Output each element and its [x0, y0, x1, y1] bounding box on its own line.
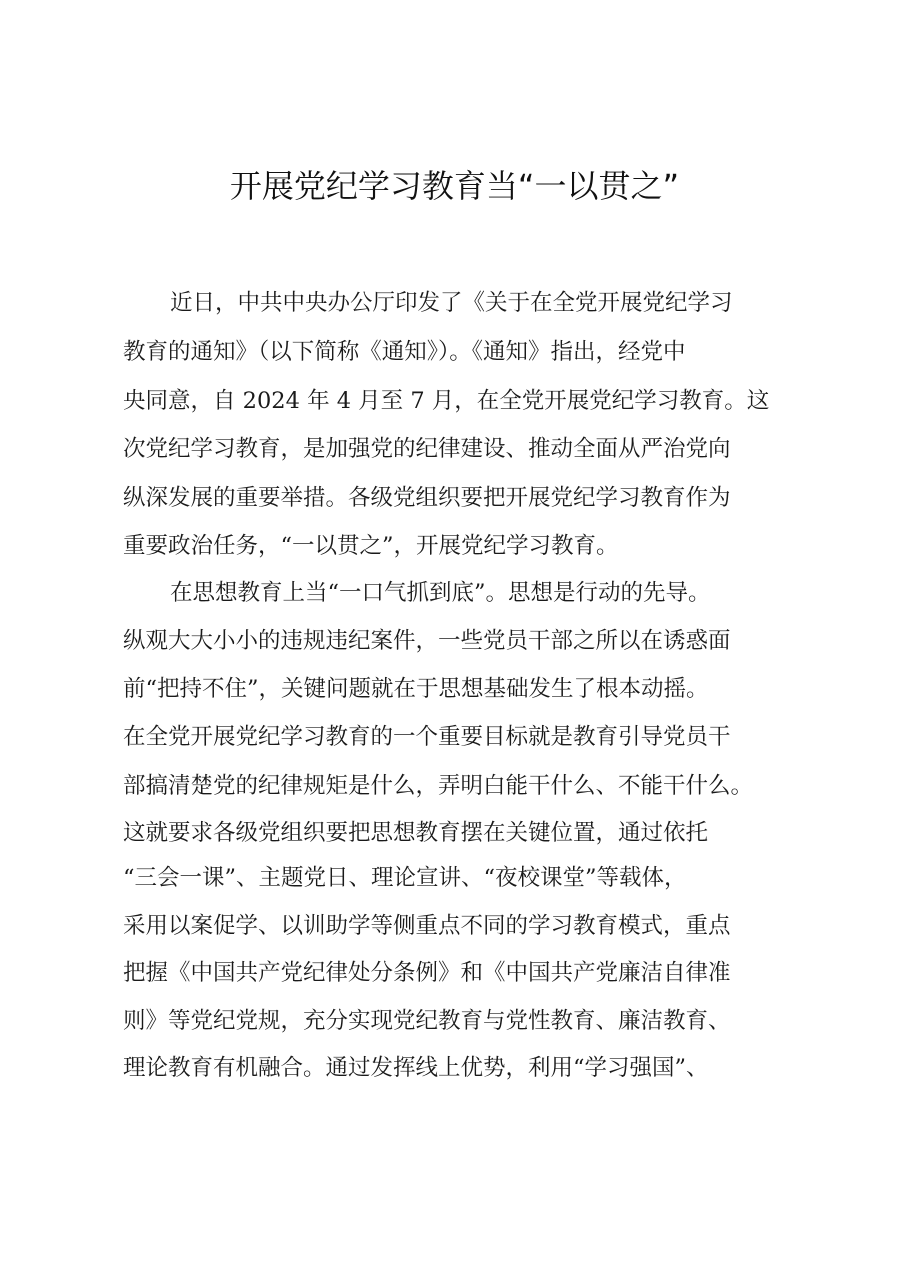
paragraph-line: 把握《中国共产党纪律处分条例》和《中国共产党廉洁自律准 — [123, 960, 731, 986]
paragraph-line: 次党纪学习教育，是加强党的纪律建设、推动全面从严治党向 — [123, 436, 731, 462]
paragraph-line: 近日，中共中央办公厅印发了《关于在全党开展党纪学习 — [170, 290, 733, 316]
paragraph-line: 纵深发展的重要举措。各级党组织要把开展党纪学习教育作为 — [123, 485, 731, 511]
paragraph-line: 前“把持不住”，关键问题就在于思想基础发生了根本动摇。 — [123, 676, 709, 702]
paragraph-line: 在全党开展党纪学习教育的一个重要目标就是教育引导党员干 — [123, 724, 731, 750]
paragraph-line: 这就要求各级党组织要把思想教育摆在关键位置，通过依托 — [123, 820, 709, 846]
paragraph-line: 部搞清楚党的纪律规矩是什么，弄明白能干什么、不能干什么。 — [123, 773, 754, 799]
paragraph-line: 央同意，自 2024 年 4 月至 7 月，在全党开展党纪学习教育。这 — [123, 388, 770, 414]
paragraph-line: 则》等党纪党规，充分实现党纪教育与党性教育、廉洁教育、 — [123, 1008, 731, 1034]
paragraph-line: 教育的通知》（以下简称《通知》）。《通知》指出，经党中 — [123, 339, 686, 365]
paragraph-line: 纵观大大小小的违规违纪案件，一些党员干部之所以在诱惑面 — [123, 628, 731, 654]
paragraph-line: 理论教育有机融合。通过发挥线上优势，利用“学习强国”、 — [123, 1055, 709, 1081]
document-title: 开展党纪学习教育当“一以贯之” — [229, 167, 680, 205]
paragraph-line: 重要政治任务，“一以贯之”，开展党纪学习教育。 — [123, 533, 619, 559]
paragraph-line: 在思想教育上当“一口气抓到底”。思想是行动的先导。 — [170, 580, 711, 606]
paragraph-line: “三会一课”、主题党日、理论宣讲、“夜校课堂”等载体， — [123, 865, 687, 891]
paragraph-line: 采用以案促学、以训助学等侧重点不同的学习教育模式，重点 — [123, 913, 731, 939]
